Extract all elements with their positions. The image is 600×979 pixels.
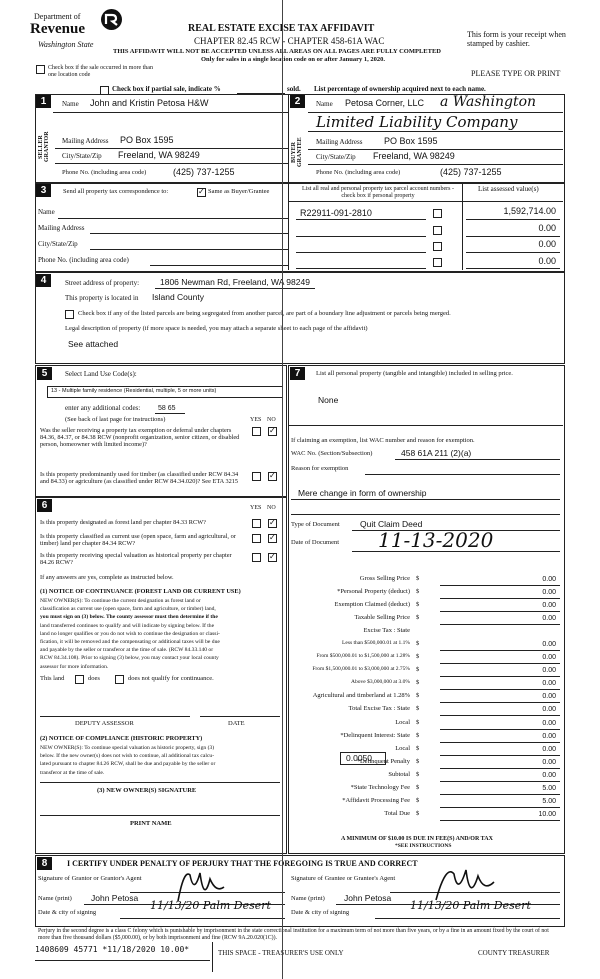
tax-row bbox=[292, 679, 562, 691]
tax-row-value[interactable]: 0.00 bbox=[542, 706, 556, 713]
grantor-sig-label: Signature of Grantor or Grantor's Agent bbox=[38, 875, 142, 882]
tax-row-label: Taxable Selling Price bbox=[354, 614, 410, 621]
currency-symbol: $ bbox=[416, 640, 420, 647]
currency-symbol: $ bbox=[416, 705, 420, 712]
currency-symbol: $ bbox=[416, 745, 420, 752]
notice2-line: lated pursuant to chapter 84.26 RCW, shall be due and payable by the seller or bbox=[40, 761, 216, 768]
s6-q2: Is this property classified as current use (open space, farm and agricultural, or timber) land per chapter 84.34 RCW? bbox=[40, 533, 236, 548]
tax-row-label: *Delinquent Penalty bbox=[356, 758, 410, 765]
s5-q2: Is this property predominantly used for timber (as classified under RCW 84.34 and 84.33) or agriculture (as classified under RCW 84.34.020)? See ETA 3215 bbox=[40, 471, 239, 486]
currency-symbol: $ bbox=[416, 601, 420, 608]
s6-no-label: NO bbox=[267, 505, 276, 511]
tax-row-label: Local bbox=[395, 718, 410, 726]
wac-label: WAC No. (Section/Subsection) bbox=[291, 450, 373, 457]
notice1-line: you must sign on (3) below. The county assessor must then determine if the bbox=[40, 614, 218, 621]
same-as-buyer-checkbox[interactable] bbox=[197, 188, 206, 197]
tax-row bbox=[292, 705, 562, 717]
currency-symbol: $ bbox=[416, 758, 420, 765]
section-1-number: 1 bbox=[36, 95, 51, 108]
notice-continuance-text bbox=[40, 597, 282, 671]
notice-compliance-text bbox=[40, 744, 282, 777]
exemption-reason[interactable]: Mere change in form of ownership bbox=[298, 488, 427, 498]
state-label: Washington State bbox=[38, 40, 94, 49]
tax-row-label: *Delinquent Interest: State bbox=[340, 731, 410, 739]
tax-row-value[interactable]: 0.00 bbox=[542, 719, 556, 727]
tax-row-value[interactable]: 10.00 bbox=[538, 811, 556, 818]
doc-date-label: Date of Document bbox=[291, 539, 340, 546]
county-treasurer-label: COUNTY TREASURER bbox=[478, 949, 550, 957]
s3-phone-label: Phone No. (including area code) bbox=[38, 256, 129, 264]
doc-type[interactable]: Quit Claim Deed bbox=[360, 519, 423, 529]
revenue-logo-text: Revenue bbox=[30, 21, 85, 37]
receipt-stamp: 1408609 45771 *11/18/2020 10.00* bbox=[35, 945, 190, 954]
personal-property-checkbox[interactable] bbox=[433, 209, 442, 218]
currency-symbol: $ bbox=[416, 653, 420, 660]
buyer-address-label: Mailing Address bbox=[316, 138, 363, 146]
tax-row-label: Local bbox=[395, 745, 410, 752]
currency-symbol: $ bbox=[416, 588, 420, 595]
tax-row-label: Exemption Claimed (deduct) bbox=[334, 601, 410, 608]
notice1-line: RCW 84.34.108). Prior to signing (3) below, you may contact your local county bbox=[40, 655, 219, 662]
assessed-value[interactable]: 1,592,714.00 bbox=[503, 206, 556, 216]
type-or-print: PLEASE TYPE OR PRINT bbox=[471, 69, 561, 78]
located-label: This property is located in bbox=[65, 294, 139, 302]
perjury-notice: Perjury in the second degree is a class C felony which is punishable by imprisonment in the state correctional institution for a maximum term of not more than five years, or by a fine in an amount fixed by the court of not more than five thousand dollars ($5,000.00), or by both imprisonment and fine (RCW 9A.20.020(1C)). bbox=[38, 928, 549, 941]
tax-row bbox=[292, 588, 562, 600]
sold-label: sold. bbox=[287, 85, 301, 93]
grantor-name-label: Name (print) bbox=[38, 895, 72, 902]
tax-row bbox=[292, 627, 562, 639]
additional-codes[interactable]: 58 65 bbox=[158, 405, 176, 412]
see-instructions: *SEE INSTRUCTIONS bbox=[395, 843, 452, 849]
seller-name[interactable]: John and Kristin Petosa H&W bbox=[90, 98, 209, 108]
single-location-note: Only for sales in a single location code on or after January 1, 2020. bbox=[201, 56, 385, 63]
tax-row bbox=[292, 758, 562, 770]
land-use-label: Select Land Use Code(s): bbox=[65, 370, 137, 378]
grantor-date-city[interactable]: 11/13/20 Palm Desert bbox=[150, 899, 271, 912]
does-label: does bbox=[88, 675, 100, 682]
tax-row bbox=[292, 614, 562, 626]
s6-q3-no[interactable] bbox=[268, 553, 277, 562]
tax-row bbox=[292, 666, 562, 678]
form-chapter: CHAPTER 82.45 RCW - CHAPTER 458-61A WAC bbox=[194, 36, 385, 46]
tax-row-value[interactable]: 0.00 bbox=[542, 667, 556, 674]
grantor-date-label: Date & city of signing bbox=[38, 909, 97, 916]
seller-phone-label: Phone No. (including area code) bbox=[62, 169, 147, 176]
seller-side-label: SELLER GRANTOR bbox=[38, 131, 50, 163]
grantee-date-city[interactable]: 11/13/20 Palm Desert bbox=[410, 899, 531, 912]
currency-symbol: $ bbox=[416, 771, 420, 778]
s6-q1: Is this property designated as forest land per chapter 84.33 RCW? bbox=[40, 519, 206, 526]
tax-row-value[interactable]: 0.00 bbox=[542, 589, 556, 596]
tax-row-value[interactable]: 0.00 bbox=[542, 654, 556, 661]
grantee-name-label: Name (print) bbox=[291, 895, 325, 902]
segregated-checkbox[interactable] bbox=[65, 310, 74, 319]
additional-codes-label: enter any additional codes: bbox=[65, 404, 141, 412]
s3-city-label: City/State/Zip bbox=[38, 240, 78, 248]
tax-row-value[interactable]: 0.00 bbox=[542, 680, 556, 687]
seller-address[interactable]: PO Box 1595 bbox=[120, 135, 174, 145]
street-label: Street address of property: bbox=[65, 279, 140, 287]
notice1-line: land no longer qualifies or you do not wish to continue the designation or classi- bbox=[40, 630, 220, 637]
s6-q2-no[interactable] bbox=[268, 534, 277, 543]
personal-property-checkbox[interactable] bbox=[433, 226, 442, 235]
s5-yes-label: YES bbox=[250, 417, 262, 423]
not-accepted-notice: THIS AFFIDAVIT WILL NOT BE ACCEPTED UNLESS ALL AREAS ON ALL PAGES ARE FULLY COMPLETED bbox=[113, 48, 441, 55]
notice-continuance-title: (1) NOTICE OF CONTINUANCE (FOREST LAND OR CURRENT USE) bbox=[40, 588, 241, 595]
assessed-value[interactable]: 0.00 bbox=[538, 256, 556, 266]
tax-row bbox=[292, 653, 562, 665]
partial-sale-label: Check box if partial sale, indicate % bbox=[112, 85, 221, 93]
notice2-line: below. If the new owner(s) does not wish to continue, all additional tax calcu- bbox=[40, 753, 215, 760]
parcel-header: List all real and personal property tax parcel account numbers - check box if personal property bbox=[302, 186, 454, 199]
s5-q1-yes[interactable] bbox=[252, 427, 261, 436]
does-not-checkbox[interactable] bbox=[115, 675, 124, 684]
notice1-line: land transferred continues to qualify and will indicate by signing below. If the bbox=[40, 622, 215, 629]
doc-type-label: Type of Document bbox=[291, 521, 340, 528]
tax-row-value[interactable]: 0.00 bbox=[542, 641, 556, 648]
assessor-date-label: DATE bbox=[228, 720, 245, 727]
tax-row bbox=[292, 797, 562, 809]
notice1-line: classification as current use (open space, farm and agriculture, or timber) land, bbox=[40, 606, 216, 613]
dor-logo-icon bbox=[101, 9, 122, 30]
send-correspondence-label: Send all property tax correspondence to: bbox=[63, 188, 169, 195]
tax-row-value[interactable]: 0.00 bbox=[542, 615, 556, 622]
tax-row-label: Gross Selling Price bbox=[359, 575, 410, 582]
buyer-phone[interactable]: (425) 737-1255 bbox=[440, 167, 502, 177]
grantor-name[interactable]: John Petosa bbox=[91, 893, 139, 903]
local-rate-box[interactable] bbox=[340, 752, 386, 765]
tax-row bbox=[292, 692, 562, 704]
certify-statement: I CERTIFY UNDER PENALTY OF PERJURY THAT THE FOREGOING IS TRUE AND CORRECT bbox=[67, 859, 418, 868]
tax-row-label: From $1,500,000.01 to $3,000,000 at 2.75% bbox=[312, 666, 410, 672]
ownership-pct-label: List percentage of ownership acquired next to each name. bbox=[314, 85, 486, 93]
tax-row-label: Less than $500,000.01 at 1.1% bbox=[342, 640, 410, 646]
seller-name-label: Name bbox=[62, 100, 79, 108]
section-5-number: 5 bbox=[37, 367, 52, 380]
buyer-address[interactable]: PO Box 1595 bbox=[384, 136, 438, 146]
if-yes-note: If any answers are yes, complete as instructed below. bbox=[40, 574, 174, 581]
buyer-side-label: BUYER GRANTEE bbox=[291, 137, 303, 168]
notice2-line: NEW OWNER(S): To continue special valuation as historic property, sign (3) bbox=[40, 745, 215, 751]
tax-row-value[interactable]: 0.00 bbox=[542, 693, 556, 700]
tax-row bbox=[292, 732, 562, 744]
see-back-note: (See back of last page for instructions) bbox=[65, 416, 166, 423]
tax-row bbox=[292, 810, 562, 822]
currency-symbol: $ bbox=[416, 731, 420, 739]
tax-row-label: *State Technology Fee bbox=[350, 784, 410, 791]
tax-row-label: Above $3,000,000 at 3.0% bbox=[351, 679, 410, 685]
section-7-number: 7 bbox=[290, 367, 305, 380]
tax-row-value[interactable]: 0.00 bbox=[542, 576, 556, 583]
seller-address-label: Mailing Address bbox=[62, 137, 109, 145]
tax-row bbox=[292, 771, 562, 783]
dept-label: Department of bbox=[34, 12, 81, 21]
s6-q2-yes[interactable] bbox=[252, 534, 261, 543]
tax-row-label: Agricultural and timberland at 1.28% bbox=[312, 692, 410, 699]
s3-address-label: Mailing Address bbox=[38, 224, 85, 232]
tax-row-label: *Personal Property (deduct) bbox=[337, 588, 410, 595]
tax-row bbox=[292, 601, 562, 613]
tax-row-value[interactable]: 0.00 bbox=[542, 732, 556, 740]
does-checkbox[interactable] bbox=[75, 675, 84, 684]
buyer-name[interactable]: Petosa Corner, LLC bbox=[345, 98, 425, 108]
minimum-note: A MINIMUM OF $10.00 IS DUE IN FEE(S) AND/OR TAX bbox=[341, 836, 493, 842]
s6-yes-label: YES bbox=[250, 505, 262, 511]
parcel-number[interactable]: R22911-091-2810 bbox=[300, 208, 372, 218]
exemption-label: If claiming an exemption, list WAC number and reason for exemption. bbox=[291, 437, 475, 444]
tax-row-value[interactable]: 0.00 bbox=[542, 772, 556, 779]
currency-symbol: $ bbox=[416, 810, 420, 817]
s5-q1: Was the seller receiving a property tax exemption or deferral under chapters 84.36, 84.37, or 84.38 RCW (nonprofit organization, senior citizen, or disabled person, homeowner with limited income)? bbox=[40, 427, 240, 449]
s5-no-label: NO bbox=[267, 417, 276, 423]
legal-label: Legal description of property (if more space is needed, you may attach a separate sheet to each page of the affidavit) bbox=[65, 325, 368, 332]
buyer-city[interactable]: Freeland, WA 98249 bbox=[373, 151, 455, 161]
s5-q1-no[interactable] bbox=[268, 427, 277, 436]
tax-row bbox=[292, 640, 562, 652]
reason-label: Reason for exemption bbox=[291, 465, 349, 472]
notice1-line: NEW OWNER(S): To continue the current designation as forest land or bbox=[40, 598, 201, 604]
assessed-value[interactable]: 0.00 bbox=[538, 239, 556, 249]
multi-location-checkbox[interactable] bbox=[36, 65, 45, 74]
tax-row bbox=[292, 719, 562, 731]
treasurer-space-label: THIS SPACE - TREASURER'S USE ONLY bbox=[218, 949, 344, 957]
s6-q1-yes[interactable] bbox=[252, 519, 261, 528]
tax-row bbox=[292, 745, 562, 757]
buyer-name-handwritten-2: Limited Liability Company bbox=[316, 113, 518, 131]
tax-row-value[interactable]: 0.00 bbox=[542, 759, 556, 766]
land-use-value: 13 - Multiple family residence (Residential, multiple, 5 or more units) bbox=[51, 388, 217, 394]
tax-row bbox=[292, 575, 562, 587]
notice2-line: transferor at the time of sale. bbox=[40, 769, 105, 776]
currency-symbol: $ bbox=[416, 692, 420, 699]
deputy-assessor-label: DEPUTY ASSESSOR bbox=[75, 720, 134, 727]
notice-compliance-title: (2) NOTICE OF COMPLIANCE (HISTORIC PROPERTY) bbox=[40, 735, 203, 742]
section-8-number: 8 bbox=[37, 857, 52, 870]
tax-row-value[interactable]: 0.00 bbox=[542, 746, 556, 753]
notice1-line: fication, it will be removed and the compensating or additional taxes will be due bbox=[40, 639, 220, 646]
s6-q3-yes[interactable] bbox=[252, 553, 261, 562]
seller-city-label: City/State/Zip bbox=[62, 152, 102, 160]
tax-row-label: From $500,000.01 to $1,500,000 at 1.28% bbox=[316, 653, 410, 659]
doc-date[interactable]: 11-13-2020 bbox=[378, 528, 494, 552]
currency-symbol: $ bbox=[416, 679, 420, 686]
seller-phone[interactable]: (425) 737-1255 bbox=[173, 167, 235, 177]
currency-symbol: $ bbox=[416, 718, 420, 726]
s6-q3: Is this property receiving special valuation as historical property per chapter 84.26 RCW? bbox=[40, 552, 232, 567]
personal-property[interactable]: None bbox=[318, 395, 339, 405]
new-owner-signature-label: (3) NEW OWNER(S) SIGNATURE bbox=[97, 787, 197, 794]
wac-number[interactable]: 458 61A 211 (2)(a) bbox=[401, 448, 472, 458]
grantee-date-label: Date & city of signing bbox=[291, 909, 350, 916]
notice1-line: assessor for more information. bbox=[40, 663, 109, 670]
currency-symbol: $ bbox=[416, 575, 420, 582]
currency-symbol: $ bbox=[416, 797, 420, 804]
tax-row-value[interactable]: 0.00 bbox=[542, 602, 556, 609]
s6-q1-no[interactable] bbox=[268, 519, 277, 528]
local-rate: 0.0050 bbox=[346, 753, 372, 763]
tax-row-label: Excise Tax : State bbox=[363, 627, 410, 634]
tax-row-label: Subtotal bbox=[388, 771, 410, 778]
this-land-label: This land bbox=[40, 675, 65, 682]
personal-property-checkbox[interactable] bbox=[433, 258, 442, 267]
currency-symbol: $ bbox=[416, 784, 420, 791]
tax-row-label: Total Due bbox=[384, 810, 410, 817]
assessed-value[interactable]: 0.00 bbox=[538, 223, 556, 233]
currency-symbol: $ bbox=[416, 614, 420, 621]
same-as-buyer-label: Same as Buyer/Grantee bbox=[208, 188, 270, 195]
tax-row-value[interactable]: 5.00 bbox=[542, 785, 556, 792]
buyer-name-label: Name bbox=[316, 100, 333, 108]
personal-property-label: List all personal property (tangible and intangible) included in selling price. bbox=[316, 370, 513, 377]
buyer-phone-label: Phone No. (including area code) bbox=[316, 169, 401, 176]
personal-property-checkbox[interactable] bbox=[433, 242, 442, 251]
notice1-line: and payable by the seller or transferor at the time of sale. (RCW 84.33.140 or bbox=[40, 647, 214, 654]
tax-row bbox=[292, 784, 562, 796]
section-6-number: 6 bbox=[37, 499, 52, 512]
buyer-city-label: City/State/Zip bbox=[316, 153, 356, 161]
section-2-number: 2 bbox=[290, 95, 305, 108]
legal-description[interactable]: See attached bbox=[68, 339, 119, 349]
currency-symbol: $ bbox=[416, 666, 420, 673]
section-3-number: 3 bbox=[36, 184, 51, 197]
form-title: REAL ESTATE EXCISE TAX AFFIDAVIT bbox=[188, 23, 375, 34]
does-not-label: does not qualify for continuance. bbox=[128, 675, 214, 682]
multi-location-label: Check box if the sale occurred in more than one location code bbox=[48, 65, 153, 78]
print-name-label: PRINT NAME bbox=[130, 820, 172, 827]
county[interactable]: Island County bbox=[152, 292, 204, 302]
buyer-name-handwritten-1: a Washington bbox=[440, 94, 537, 110]
s3-name-label: Name bbox=[38, 208, 55, 216]
grantee-sig-label: Signature of Grantee or Grantee's Agent bbox=[291, 875, 396, 882]
land-use-select[interactable] bbox=[47, 386, 283, 398]
street-address[interactable]: 1806 Newman Rd, Freeland, WA 98249 bbox=[160, 277, 310, 287]
s5-q2-yes[interactable] bbox=[252, 472, 261, 481]
section-4-number: 4 bbox=[36, 274, 51, 287]
seller-city[interactable]: Freeland, WA 98249 bbox=[118, 150, 200, 160]
segregated-label: Check box if any of the listed parcels are being segregated from another parcel, are part of a boundary line adjustment or parcels being merged. bbox=[78, 310, 451, 317]
assessed-header: List assessed value(s) bbox=[478, 185, 539, 193]
tax-row-label: Total Excise Tax : State bbox=[348, 705, 410, 712]
tax-row-value[interactable]: 5.00 bbox=[542, 798, 556, 805]
receipt-note: This form is your receipt when stamped by cashier. bbox=[467, 30, 566, 49]
tax-row-label: *Affidavit Processing Fee bbox=[342, 797, 410, 804]
grantee-name[interactable]: John Petosa bbox=[344, 893, 392, 903]
s5-q2-no[interactable] bbox=[268, 472, 277, 481]
